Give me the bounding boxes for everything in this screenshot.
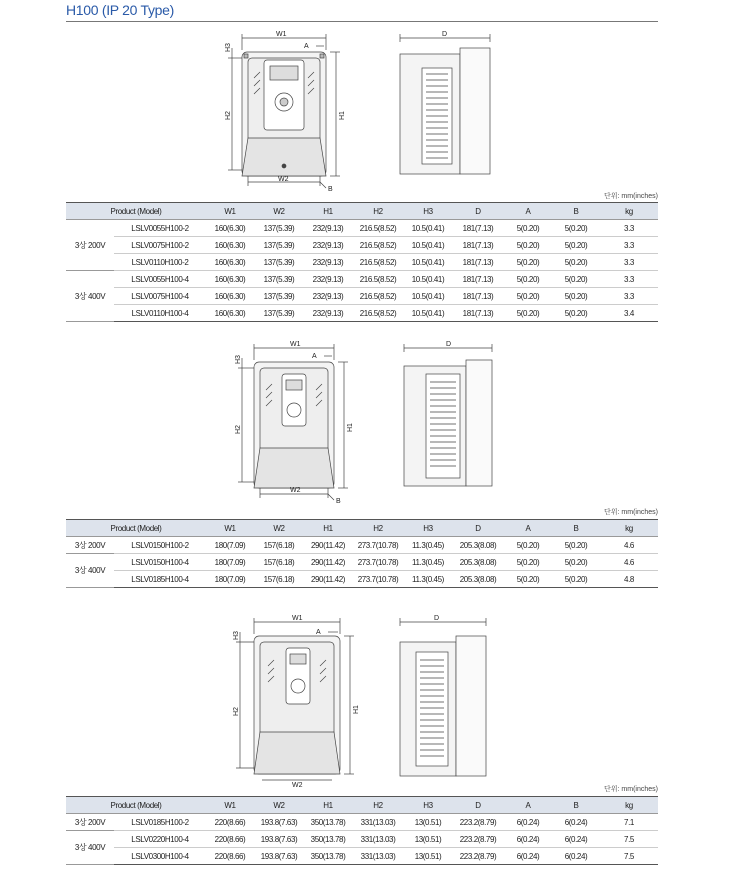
voltage-cell: 3상 200V	[66, 537, 114, 554]
b-cell: 6(0.24)	[552, 831, 600, 848]
w2-cell: 137(5.39)	[254, 254, 304, 271]
h3-cell: 13(0.51)	[404, 848, 452, 865]
table-row	[66, 288, 658, 305]
col-kg: kg	[600, 520, 658, 537]
w1-cell: 160(6.30)	[206, 271, 254, 288]
h3-cell: 10.5(0.41)	[404, 237, 452, 254]
side-view-diagram-3	[396, 612, 496, 782]
model-cell: LSLV0075H100-2	[114, 237, 206, 254]
w2-cell: 193.8(7.63)	[254, 814, 304, 831]
a-cell: 5(0.20)	[504, 554, 552, 571]
d-cell: 223.2(8.79)	[452, 814, 504, 831]
h1-cell: 232(9.13)	[304, 220, 352, 237]
col-b: B	[552, 520, 600, 537]
unit-label: 단위: mm(inches)	[604, 509, 658, 516]
h1-cell: 290(11.42)	[304, 571, 352, 588]
a-cell: 5(0.20)	[504, 254, 552, 271]
col-w2: W2	[254, 797, 304, 814]
b-cell: 5(0.20)	[552, 237, 600, 254]
col-product: Product (Model)	[66, 520, 206, 537]
w2-cell: 137(5.39)	[254, 305, 304, 322]
d-cell: 181(7.13)	[452, 254, 504, 271]
label-d: D	[446, 341, 452, 348]
model-cell: LSLV0150H100-4	[114, 554, 206, 571]
b-cell: 5(0.20)	[552, 554, 600, 571]
h1-cell: 232(9.13)	[304, 237, 352, 254]
h2-cell: 331(13.03)	[352, 831, 404, 848]
label-w2: W2	[278, 176, 289, 183]
w2-cell: 137(5.39)	[254, 271, 304, 288]
voltage-cell: 3상 400V	[66, 831, 114, 865]
d-cell: 181(7.13)	[452, 237, 504, 254]
label-d: D	[442, 31, 448, 38]
spec-table-1	[66, 202, 658, 322]
h2-cell: 331(13.03)	[352, 848, 404, 865]
label-h1: H1	[347, 423, 354, 432]
d-cell: 181(7.13)	[452, 220, 504, 237]
table-row	[66, 271, 658, 288]
h2-cell: 273.7(10.78)	[352, 537, 404, 554]
label-h3: H3	[233, 631, 240, 640]
h2-cell: 273.7(10.78)	[352, 554, 404, 571]
model-cell: LSLV0150H100-2	[114, 537, 206, 554]
a-cell: 5(0.20)	[504, 237, 552, 254]
d-cell: 205.3(8.08)	[452, 554, 504, 571]
model-cell: LSLV0110H100-2	[114, 254, 206, 271]
b-cell: 5(0.20)	[552, 288, 600, 305]
h1-cell: 350(13.78)	[304, 814, 352, 831]
h1-cell: 350(13.78)	[304, 848, 352, 865]
w2-cell: 137(5.39)	[254, 237, 304, 254]
kg-cell: 3.3	[600, 220, 658, 237]
a-cell: 5(0.20)	[504, 305, 552, 322]
unit-label: 단위: mm(inches)	[604, 193, 658, 200]
h3-cell: 10.5(0.41)	[404, 220, 452, 237]
table-row	[66, 237, 658, 254]
w1-cell: 160(6.30)	[206, 254, 254, 271]
h2-cell: 331(13.03)	[352, 814, 404, 831]
model-cell: LSLV0220H100-4	[114, 831, 206, 848]
kg-cell: 4.6	[600, 554, 658, 571]
title-divider	[66, 21, 658, 22]
table-row	[66, 254, 658, 271]
label-h1: H1	[353, 705, 360, 714]
w2-cell: 193.8(7.63)	[254, 831, 304, 848]
col-b: B	[552, 797, 600, 814]
a-cell: 5(0.20)	[504, 220, 552, 237]
b-cell: 6(0.24)	[552, 848, 600, 865]
voltage-cell: 3상 200V	[66, 220, 114, 271]
w1-cell: 160(6.30)	[206, 220, 254, 237]
spec-table-3	[66, 796, 658, 865]
kg-cell: 7.5	[600, 848, 658, 865]
b-cell: 5(0.20)	[552, 271, 600, 288]
h3-cell: 13(0.51)	[404, 814, 452, 831]
side-view-diagram-1	[396, 28, 496, 178]
col-h2: H2	[352, 203, 404, 220]
label-h3: H3	[235, 355, 242, 364]
col-d: D	[452, 203, 504, 220]
col-a: A	[504, 797, 552, 814]
col-h3: H3	[404, 520, 452, 537]
model-cell: LSLV0185H100-2	[114, 814, 206, 831]
d-cell: 205.3(8.08)	[452, 537, 504, 554]
col-w2: W2	[254, 520, 304, 537]
col-kg: kg	[600, 203, 658, 220]
b-cell: 5(0.20)	[552, 305, 600, 322]
h3-cell: 10.5(0.41)	[404, 254, 452, 271]
model-cell: LSLV0110H100-4	[114, 305, 206, 322]
spec-table-2	[66, 519, 658, 588]
label-w1: W1	[290, 341, 301, 348]
col-h1: H1	[304, 203, 352, 220]
h1-cell: 232(9.13)	[304, 305, 352, 322]
label-d: D	[434, 615, 440, 622]
w1-cell: 180(7.09)	[206, 537, 254, 554]
w1-cell: 220(8.66)	[206, 848, 254, 865]
col-h1: H1	[304, 520, 352, 537]
table-row	[66, 814, 658, 831]
a-cell: 6(0.24)	[504, 831, 552, 848]
col-a: A	[504, 520, 552, 537]
kg-cell: 4.8	[600, 571, 658, 588]
model-cell: LSLV0300H100-4	[114, 848, 206, 865]
h1-cell: 232(9.13)	[304, 271, 352, 288]
table-row	[66, 831, 658, 848]
kg-cell: 3.3	[600, 254, 658, 271]
b-cell: 5(0.20)	[552, 537, 600, 554]
col-kg: kg	[600, 797, 658, 814]
label-h1: H1	[339, 111, 346, 120]
table-row	[66, 848, 658, 865]
label-w2: W2	[292, 782, 303, 789]
front-view-diagram-1	[220, 28, 350, 198]
label-b: B	[336, 498, 341, 505]
kg-cell: 3.3	[600, 237, 658, 254]
h1-cell: 232(9.13)	[304, 254, 352, 271]
label-a: A	[312, 353, 317, 360]
w2-cell: 137(5.39)	[254, 288, 304, 305]
label-w1: W1	[276, 31, 287, 38]
col-w1: W1	[206, 797, 254, 814]
a-cell: 5(0.20)	[504, 537, 552, 554]
voltage-cell: 3상 400V	[66, 554, 114, 588]
label-a: A	[304, 43, 309, 50]
col-b: B	[552, 203, 600, 220]
col-a: A	[504, 203, 552, 220]
a-cell: 5(0.20)	[504, 288, 552, 305]
a-cell: 6(0.24)	[504, 848, 552, 865]
col-h3: H3	[404, 797, 452, 814]
label-h2: H2	[225, 111, 232, 120]
unit-label: 단위: mm(inches)	[604, 786, 658, 793]
model-cell: LSLV0055H100-2	[114, 220, 206, 237]
b-cell: 5(0.20)	[552, 254, 600, 271]
col-h2: H2	[352, 797, 404, 814]
label-h3: H3	[225, 43, 232, 52]
w2-cell: 193.8(7.63)	[254, 848, 304, 865]
w1-cell: 160(6.30)	[206, 288, 254, 305]
col-d: D	[452, 520, 504, 537]
h3-cell: 11.3(0.45)	[404, 554, 452, 571]
h2-cell: 273.7(10.78)	[352, 571, 404, 588]
table-row	[66, 571, 658, 588]
table-row	[66, 554, 658, 571]
a-cell: 5(0.20)	[504, 571, 552, 588]
d-cell: 181(7.13)	[452, 305, 504, 322]
w1-cell: 220(8.66)	[206, 831, 254, 848]
table-row	[66, 220, 658, 237]
label-a: A	[316, 629, 321, 636]
h3-cell: 10.5(0.41)	[404, 288, 452, 305]
w1-cell: 180(7.09)	[206, 571, 254, 588]
h3-cell: 13(0.51)	[404, 831, 452, 848]
a-cell: 5(0.20)	[504, 271, 552, 288]
col-product: Product (Model)	[66, 797, 206, 814]
h3-cell: 11.3(0.45)	[404, 571, 452, 588]
h2-cell: 216.5(8.52)	[352, 254, 404, 271]
label-b: B	[328, 186, 333, 193]
voltage-cell: 3상 200V	[66, 814, 114, 831]
side-view-diagram-2	[400, 338, 500, 488]
d-cell: 181(7.13)	[452, 288, 504, 305]
h3-cell: 11.3(0.45)	[404, 537, 452, 554]
b-cell: 5(0.20)	[552, 571, 600, 588]
d-cell: 223.2(8.79)	[452, 848, 504, 865]
model-cell: LSLV0075H100-4	[114, 288, 206, 305]
h2-cell: 216.5(8.52)	[352, 305, 404, 322]
w1-cell: 160(6.30)	[206, 305, 254, 322]
d-cell: 181(7.13)	[452, 271, 504, 288]
a-cell: 6(0.24)	[504, 814, 552, 831]
label-w2: W2	[290, 487, 301, 494]
col-w2: W2	[254, 203, 304, 220]
front-view-diagram-3	[224, 612, 364, 792]
page-title: H100 (IP 20 Type)	[66, 2, 175, 18]
h1-cell: 290(11.42)	[304, 537, 352, 554]
w1-cell: 220(8.66)	[206, 814, 254, 831]
kg-cell: 3.3	[600, 288, 658, 305]
col-d: D	[452, 797, 504, 814]
w1-cell: 180(7.09)	[206, 554, 254, 571]
w2-cell: 137(5.39)	[254, 220, 304, 237]
w2-cell: 157(6.18)	[254, 571, 304, 588]
h1-cell: 290(11.42)	[304, 554, 352, 571]
d-cell: 205.3(8.08)	[452, 571, 504, 588]
col-product: Product (Model)	[66, 203, 206, 220]
kg-cell: 7.5	[600, 831, 658, 848]
h2-cell: 216.5(8.52)	[352, 220, 404, 237]
col-h2: H2	[352, 520, 404, 537]
front-view-diagram-2	[228, 338, 358, 508]
kg-cell: 4.6	[600, 537, 658, 554]
h1-cell: 232(9.13)	[304, 288, 352, 305]
label-h2: H2	[235, 425, 242, 434]
label-h2: H2	[233, 707, 240, 716]
h1-cell: 350(13.78)	[304, 831, 352, 848]
voltage-cell: 3상 400V	[66, 271, 114, 322]
kg-cell: 7.1	[600, 814, 658, 831]
kg-cell: 3.3	[600, 271, 658, 288]
h2-cell: 216.5(8.52)	[352, 237, 404, 254]
col-h1: H1	[304, 797, 352, 814]
h2-cell: 216.5(8.52)	[352, 288, 404, 305]
kg-cell: 3.4	[600, 305, 658, 322]
col-w1: W1	[206, 203, 254, 220]
w2-cell: 157(6.18)	[254, 537, 304, 554]
w2-cell: 157(6.18)	[254, 554, 304, 571]
b-cell: 6(0.24)	[552, 814, 600, 831]
b-cell: 5(0.20)	[552, 220, 600, 237]
table-row	[66, 537, 658, 554]
col-w1: W1	[206, 520, 254, 537]
w1-cell: 160(6.30)	[206, 237, 254, 254]
model-cell: LSLV0185H100-4	[114, 571, 206, 588]
h2-cell: 216.5(8.52)	[352, 271, 404, 288]
h3-cell: 10.5(0.41)	[404, 271, 452, 288]
table-row	[66, 305, 658, 322]
h3-cell: 10.5(0.41)	[404, 305, 452, 322]
d-cell: 223.2(8.79)	[452, 831, 504, 848]
label-w1: W1	[292, 615, 303, 622]
col-h3: H3	[404, 203, 452, 220]
model-cell: LSLV0055H100-4	[114, 271, 206, 288]
